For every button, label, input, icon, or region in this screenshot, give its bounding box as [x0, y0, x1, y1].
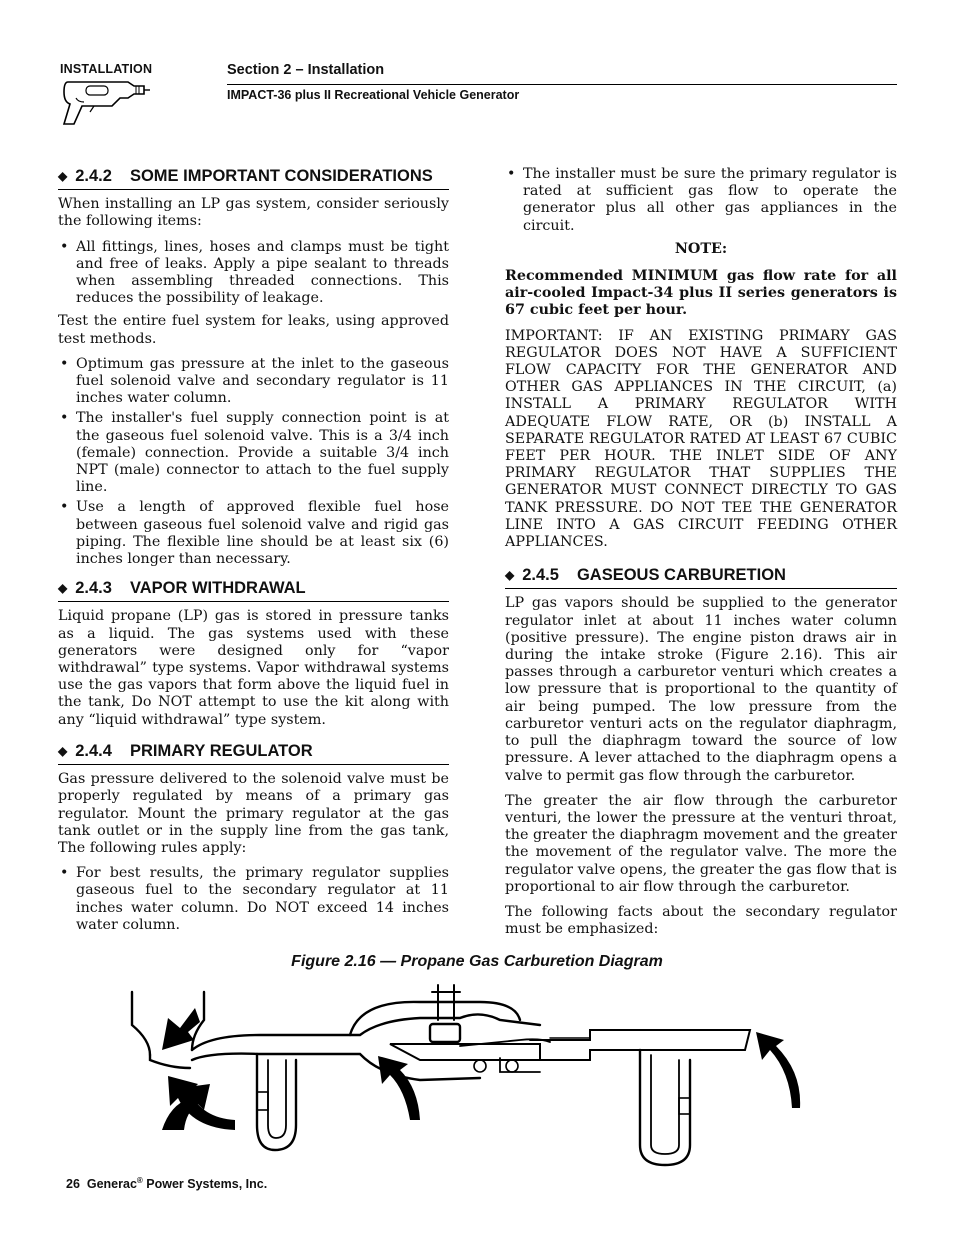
product-title: IMPACT-36 plus II Recreational Vehicle Generator	[227, 88, 520, 102]
section-heading-2-4-4: ◆ 2.4.4 PRIMARY REGULATOR	[58, 743, 449, 765]
main-tube-lower	[150, 1055, 190, 1068]
section-heading-2-4-5: ◆ 2.4.5 GASEOUS CARBURETION	[505, 567, 897, 589]
bullet-list	[58, 865, 449, 934]
section-title: Section 2 – Installation	[227, 62, 385, 78]
paragraph: LP gas vapors should be supplied to the generator regulator inlet at about 11 inches water column (positive pressure). The engine piston draws air in during the intake stroke (Figure 2.16). This air passes through a carburetor venturi which creates a low pressure that is proportional to the quantity of air being pumped. The low pressure from the carburetor venturi acts on the regulator diaphragm, to pull the diaphragm toward the source of low pressure. A lever attached to the diaphragm opens a valve to permit gas flow through the carburetor.	[505, 595, 897, 784]
bullet-list	[58, 239, 449, 308]
flow-arrow-icon	[162, 1008, 200, 1050]
carburetion-diagram	[120, 980, 810, 1170]
registered-mark: ®	[136, 1176, 143, 1185]
right-column	[505, 166, 897, 946]
bullet-list	[505, 166, 897, 235]
list-item: • For best results, the primary regulator supplies gaseous fuel to the secondary regulator at 11 inches water column. Do NOT exceed 14 inches water column.	[58, 865, 449, 934]
paragraph: Liquid propane (LP) gas is stored in pressure tanks as a liquid. The gas systems used with these generators were designed only for “vapor withdrawal” type systems. Vapor withdrawal systems use the gas vapors that form above the liquid fuel in the tank, Do NOT attempt to use the kit along with any “liquid withdrawal” type system.	[58, 608, 449, 728]
bullet-list	[58, 356, 449, 568]
left-column	[58, 168, 449, 940]
installation-label: INSTALLATION	[60, 62, 153, 76]
paragraph: When installing an LP gas system, consider seriously the following items:	[58, 196, 449, 230]
paragraph: The greater the air flow through the carburetor venturi, the lower the pressure at the venturi throat, the greater the diaphragm movement and the greater the movement of the regulator valve. The more the regulator valve opens, the greater the gas flow that is proportional to air flow through the carburetor.	[505, 792, 897, 895]
diamond-bullet-icon: ◆	[58, 581, 68, 596]
page-number: 26	[66, 1177, 80, 1192]
note-label: NOTE:	[674, 240, 728, 257]
note-text: Recommended MINIMUM gas flow rate for all air-cooled Impact-34 plus II series generators is 67 cubic feet per hour.	[505, 268, 897, 319]
list-item: • Use a length of approved flexible fuel hose between gaseous fuel solenoid valve and rigid gas piping. The flexible line should be at least six (6) inches longer than necessary.	[58, 499, 449, 568]
diamond-bullet-icon: ◆	[505, 568, 515, 583]
paragraph: The following facts about the secondary regulator must be emphasized:	[505, 903, 897, 938]
paragraph: Test the entire fuel system for leaks, using approved test methods.	[58, 313, 449, 347]
section-heading-2-4-2: ◆ 2.4.2 SOME IMPORTANT CONSIDERATIONS	[58, 168, 449, 190]
page-footer	[66, 1176, 267, 1191]
figure-caption: Figure 2.16 — Propane Gas Carburetion Diagram	[291, 953, 663, 970]
company-name: Generac	[86, 1177, 137, 1192]
list-item: • The installer must be sure the primary regulator is rated at sufficient gas flow to operate the generator plus all other gas appliances in the circuit.	[505, 166, 897, 235]
manometer-right	[640, 1050, 690, 1165]
list-item: • Optimum gas pressure at the inlet to the gaseous fuel solenoid valve and secondary regulator is 11 inches water column.	[58, 356, 449, 408]
drill-icon	[60, 76, 152, 128]
manometer-left	[257, 1054, 296, 1150]
section-heading-2-4-3: ◆ 2.4.3 VAPOR WITHDRAWAL	[58, 580, 449, 602]
venturi-left-wall	[132, 992, 150, 1055]
main-tube-bottom	[192, 1054, 480, 1080]
header-rule	[227, 84, 897, 85]
diamond-bullet-icon: ◆	[58, 743, 68, 758]
diamond-bullet-icon: ◆	[58, 169, 68, 183]
list-item: • The installer's fuel supply connection point is at the gaseous fuel solenoid valve. This is a 3/4 inch (female) connection. Provide a suitable 3/4 inch NPT (male) connector to attach to the fuel supply line.	[58, 410, 449, 496]
company-name-rest: Power Systems, Inc.	[146, 1177, 268, 1192]
flow-arrow-icon	[378, 1056, 420, 1120]
important-paragraph: IMPORTANT: IF AN EXISTING PRIMARY GAS REGULATOR DOES NOT HAVE A SUFFICIENT FLOW CAPACITY FOR THE GENERATOR AND OTHER GAS APPLIANCES IN THE CIRCUIT, (a) INSTALL A PRIMARY REGULATOR WITH ADEQUATE FLOW RATE, OR (b) INSTALL A SEPARATE REGULATOR RATED AT LEAST 67 CUBIC FEET PER HOUR. THE INLET SIDE OF ANY PRIMARY REGULATOR THAT SUPPLIES THE GENERATOR MUST CONNECT DIRECTLY TO GAS TANK PRESSURE. DO NOT TEE THE GENERATOR LINE INTO A GAS CIRCUIT FEEDING OTHER APPLIANCES.	[505, 327, 897, 551]
paragraph: Gas pressure delivered to the solenoid valve must be properly regulated by means of a primary gas regulator. Mount the primary regulator at the gas tank outlet or in the supply line from the gas tank, The following rules apply:	[58, 771, 449, 856]
list-item: • All fittings, lines, hoses and clamps must be tight and free of leaks. Apply a pipe sealant to threads when assembling threaded connections. This reduces the possibility of leakage.	[58, 239, 449, 308]
flow-arrow-icon	[756, 1032, 800, 1108]
